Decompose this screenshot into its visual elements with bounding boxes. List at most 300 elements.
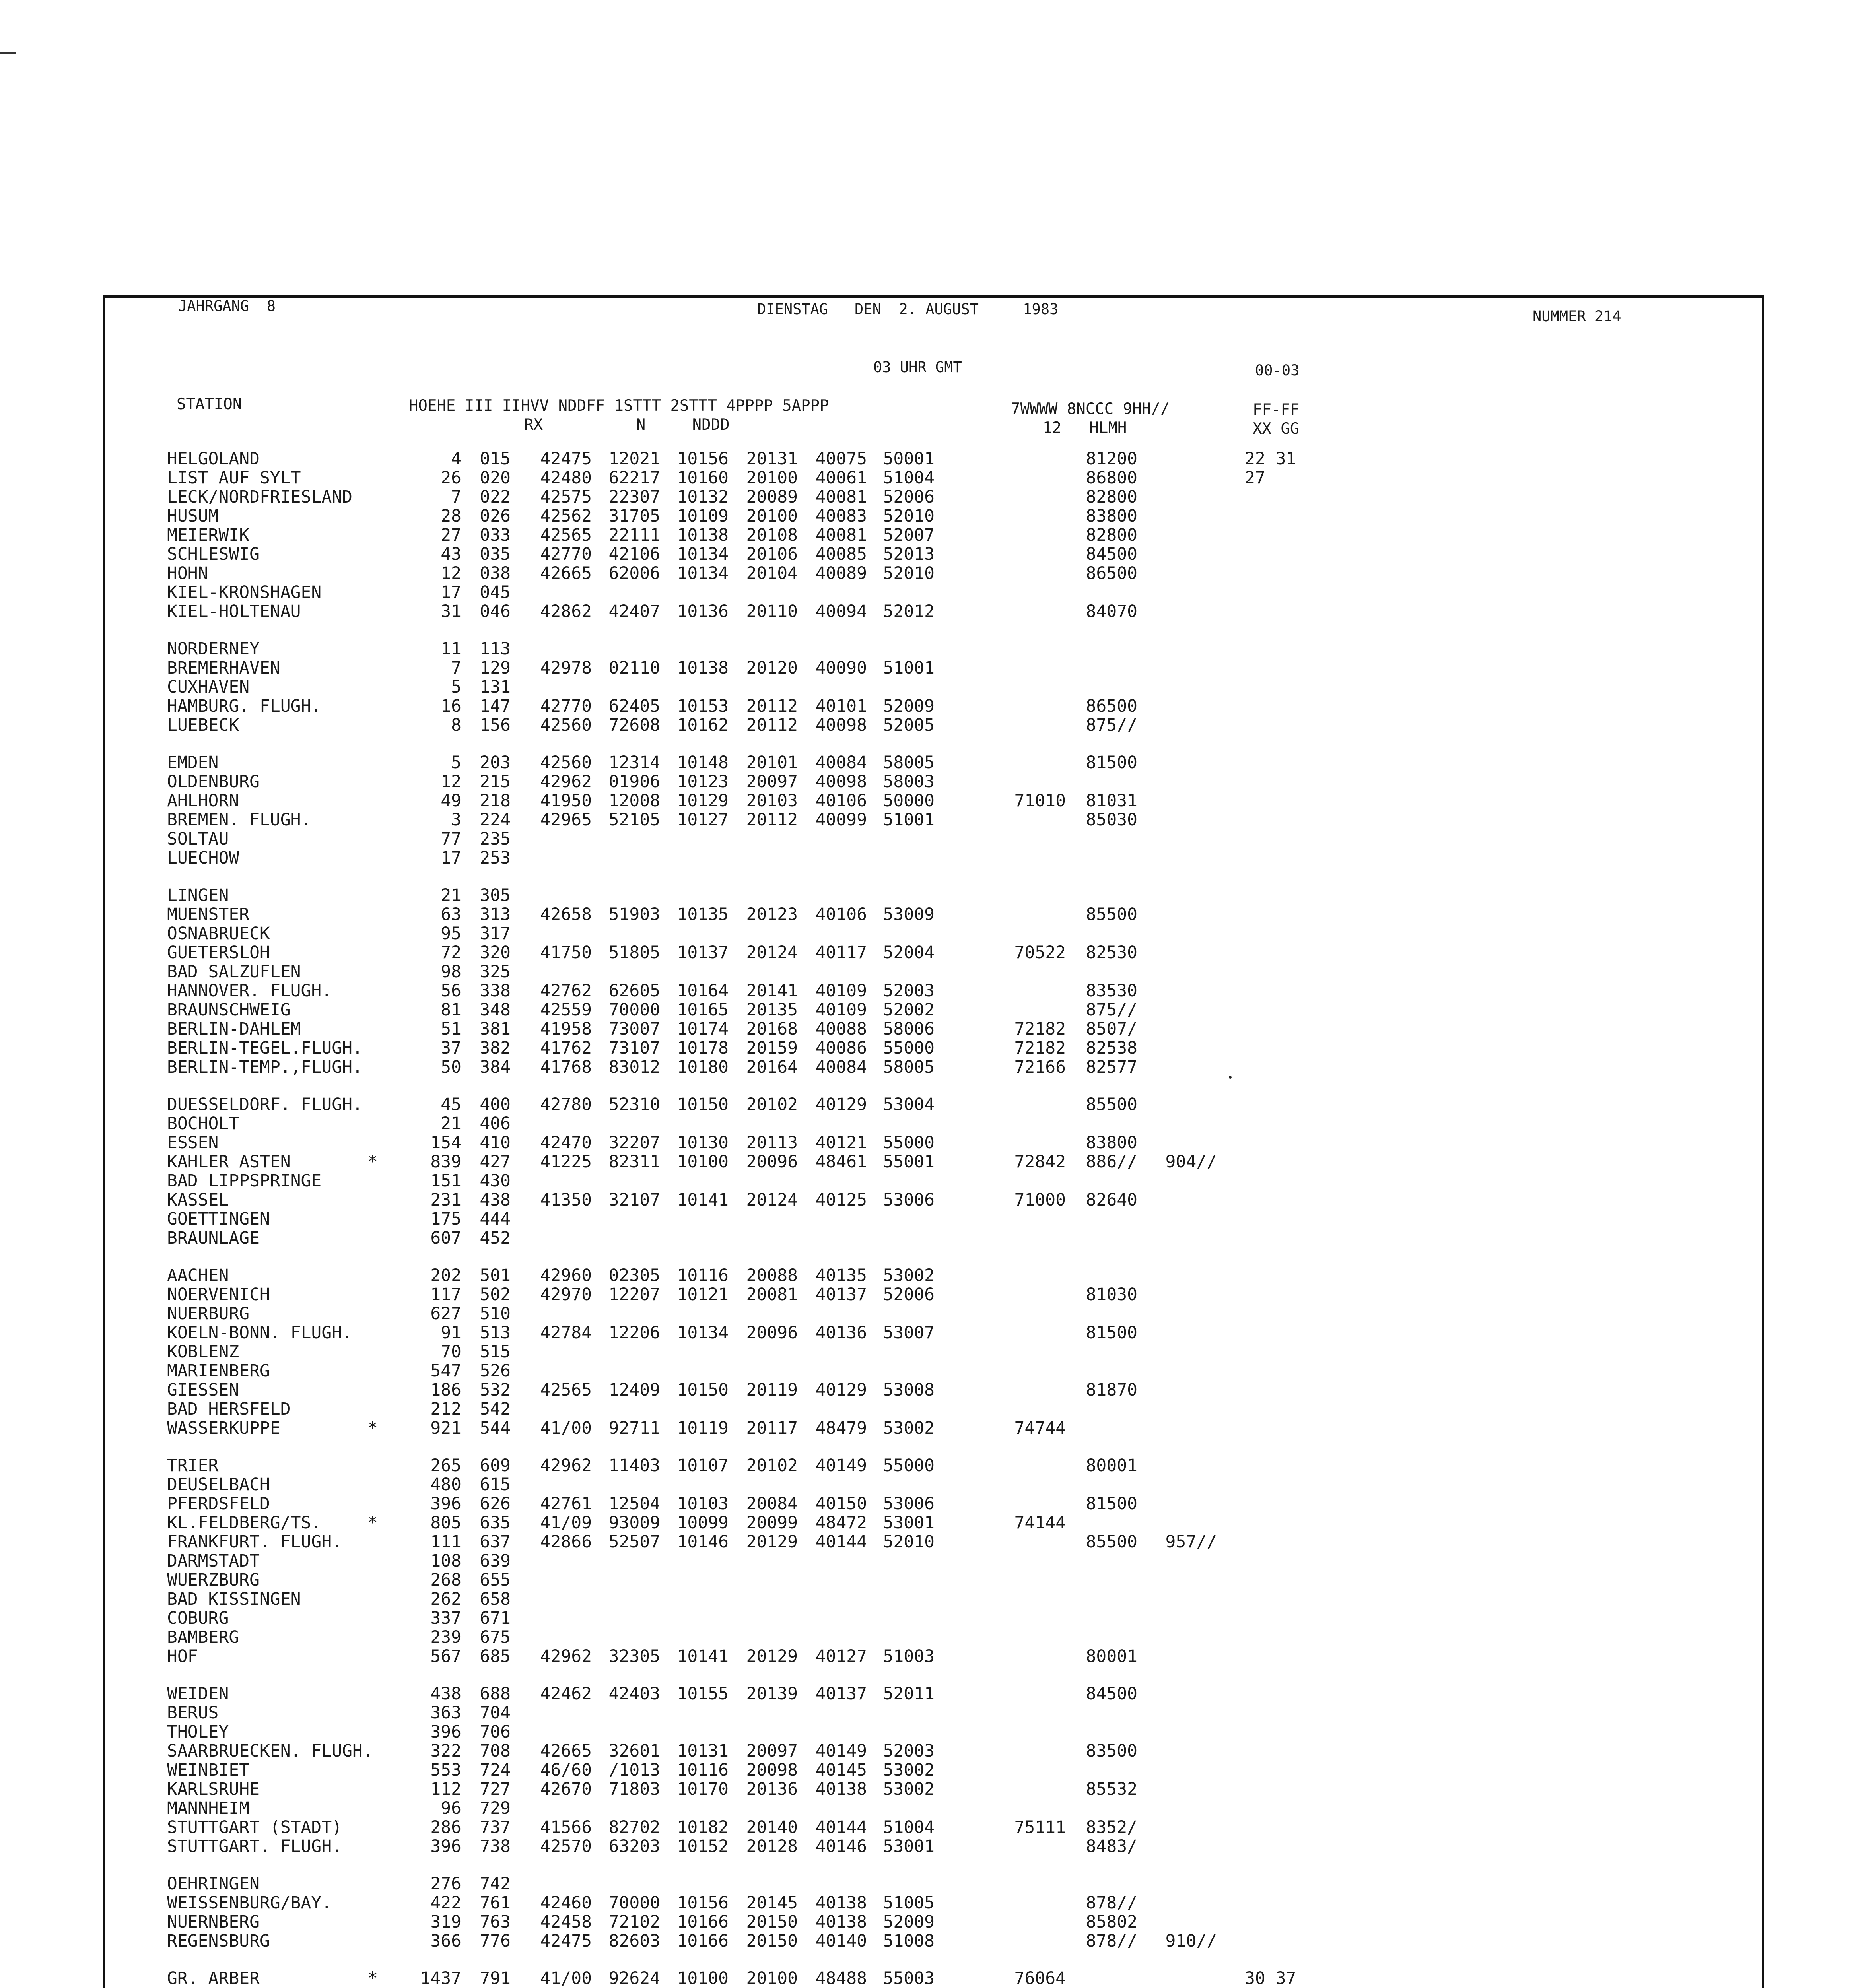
- station-row: [0, 1609, 1850, 1628]
- station-index: 688: [480, 1684, 511, 1704]
- code-group: 53002: [883, 1760, 935, 1780]
- station-index: 129: [480, 658, 511, 678]
- code-group: 82800: [1086, 525, 1137, 545]
- code-group: 40094: [815, 602, 867, 621]
- code-group: 82800: [1086, 487, 1137, 507]
- code-group: 10150: [677, 1380, 729, 1400]
- station-height: 45: [441, 1095, 461, 1114]
- code-group: 20096: [746, 1152, 798, 1172]
- code-group: 73107: [608, 1038, 660, 1058]
- station-height: 12: [441, 563, 461, 583]
- station-index: 763: [480, 1912, 511, 1932]
- station-index: 761: [480, 1893, 511, 1913]
- code-group: 40084: [815, 753, 867, 773]
- code-group: 42978: [540, 658, 592, 678]
- station-row: [0, 583, 1850, 602]
- code-group: 40138: [815, 1912, 867, 1932]
- code-group: 10100: [677, 1969, 729, 1988]
- code-group: 40098: [815, 772, 867, 792]
- station-row: [0, 924, 1850, 943]
- station-height: 4: [451, 449, 461, 469]
- station-index: 020: [480, 468, 511, 488]
- station-height: 112: [430, 1779, 461, 1799]
- code-group: 42762: [540, 981, 592, 1001]
- code-group: 40086: [815, 1038, 867, 1058]
- code-group: 41750: [540, 943, 592, 963]
- station-index: 218: [480, 791, 511, 811]
- code-group: 20123: [746, 905, 798, 924]
- station-height: 239: [430, 1627, 461, 1647]
- code-group: 40089: [815, 563, 867, 583]
- station-index: 406: [480, 1114, 511, 1134]
- code-group: 40149: [815, 1456, 867, 1475]
- code-group: 42960: [540, 1266, 592, 1285]
- code-group: 20089: [746, 487, 798, 507]
- station-row: [0, 1361, 1850, 1380]
- station-height: 268: [430, 1570, 461, 1590]
- station-name: MARIENBERG: [167, 1361, 270, 1381]
- code-group: 12021: [608, 449, 660, 469]
- code-group: 52007: [883, 525, 935, 545]
- station-name: HUSUM: [167, 506, 219, 526]
- code-group: 62217: [608, 468, 660, 488]
- station-index: 737: [480, 1817, 511, 1837]
- station-index: 305: [480, 885, 511, 905]
- station-index: 215: [480, 772, 511, 792]
- station-name: SCHLESWIG: [167, 544, 260, 564]
- station-index: 113: [480, 639, 511, 659]
- code-group: 42462: [540, 1684, 592, 1704]
- station-height: 7: [451, 658, 461, 678]
- code-group: 20084: [746, 1494, 798, 1514]
- code-group: 10170: [677, 1779, 729, 1799]
- code-group: 52010: [883, 563, 935, 583]
- station-index: 131: [480, 677, 511, 697]
- code-group: 10164: [677, 981, 729, 1001]
- code-group: 10165: [677, 1000, 729, 1020]
- code-group: 10150: [677, 1095, 729, 1114]
- code-group: 40129: [815, 1380, 867, 1400]
- station-name: BREMEN. FLUGH.: [167, 810, 311, 830]
- station-height: 363: [430, 1703, 461, 1723]
- station-row: [0, 943, 1850, 962]
- station-row: [0, 1628, 1850, 1647]
- station-name: BREMERHAVEN: [167, 658, 280, 678]
- station-height: 49: [441, 791, 461, 811]
- column-extra: FF-FF: [1253, 401, 1300, 419]
- code-group: 20120: [746, 658, 798, 678]
- code-group: 10160: [677, 468, 729, 488]
- station-index: 626: [480, 1494, 511, 1514]
- code-group: 20097: [746, 772, 798, 792]
- code-group: 53004: [883, 1095, 935, 1114]
- code-group: 40136: [815, 1323, 867, 1343]
- code-group: 10155: [677, 1684, 729, 1704]
- code-group: 40125: [815, 1190, 867, 1210]
- station-row: [0, 1741, 1850, 1761]
- code-group: 20141: [746, 981, 798, 1001]
- station-name: BRAUNLAGE: [167, 1228, 260, 1248]
- code-group: 53008: [883, 1380, 935, 1400]
- station-row: [0, 962, 1850, 981]
- code-group: 40137: [815, 1684, 867, 1704]
- code-group: 20102: [746, 1456, 798, 1475]
- station-index: 685: [480, 1646, 511, 1666]
- code-group: 20128: [746, 1837, 798, 1856]
- station-height: 12: [441, 772, 461, 792]
- code-group: 40090: [815, 658, 867, 678]
- code-group: 81500: [1086, 1494, 1137, 1514]
- code-group: 72102: [608, 1912, 660, 1932]
- code-group: 20104: [746, 563, 798, 583]
- station-index: 501: [480, 1266, 511, 1285]
- code-group: 53006: [883, 1494, 935, 1514]
- station-index: 729: [480, 1798, 511, 1818]
- code-group: 10135: [677, 905, 729, 924]
- station-index: 639: [480, 1551, 511, 1571]
- code-group: 40129: [815, 1095, 867, 1114]
- code-group: 20100: [746, 506, 798, 526]
- station-height: 319: [430, 1912, 461, 1932]
- code-group: 20102: [746, 1095, 798, 1114]
- code-group: 52006: [883, 1285, 935, 1305]
- station-row: [0, 1912, 1850, 1932]
- code-group: 910//: [1165, 1931, 1217, 1951]
- station-index: 038: [480, 563, 511, 583]
- code-group: 20103: [746, 791, 798, 811]
- code-group: 74144: [1014, 1513, 1066, 1533]
- station-name: COBURG: [167, 1608, 229, 1628]
- code-group: 10148: [677, 753, 729, 773]
- code-group: 41/09: [540, 1513, 592, 1533]
- code-group: 10109: [677, 506, 729, 526]
- station-name: MUENSTER: [167, 905, 250, 924]
- code-group: 32601: [608, 1741, 660, 1761]
- station-height: 438: [430, 1684, 461, 1704]
- code-group: 10131: [677, 1741, 729, 1761]
- code-group: 51805: [608, 943, 660, 963]
- code-group: 51001: [883, 658, 935, 678]
- code-group: 42665: [540, 563, 592, 583]
- margin-dash: [0, 52, 16, 54]
- code-group: 10130: [677, 1133, 729, 1153]
- code-group: 48488: [815, 1969, 867, 1988]
- station-name: GIESSEN: [167, 1380, 239, 1400]
- code-group: 10141: [677, 1646, 729, 1666]
- station-name: GR. ARBER: [167, 1969, 260, 1988]
- station-index: 655: [480, 1570, 511, 1590]
- code-group: 40088: [815, 1019, 867, 1039]
- station-height: 11: [441, 639, 461, 659]
- code-group: 10166: [677, 1912, 729, 1932]
- code-group: 52003: [883, 981, 935, 1001]
- code-group: 42562: [540, 506, 592, 526]
- station-index: 381: [480, 1019, 511, 1039]
- code-group: 53002: [883, 1779, 935, 1799]
- station-index: 156: [480, 715, 511, 735]
- station-row: [0, 1722, 1850, 1741]
- code-group: 53002: [883, 1266, 935, 1285]
- station-name: OLDENBURG: [167, 772, 260, 792]
- station-height: 3: [451, 810, 461, 830]
- station-name: EMDEN: [167, 753, 219, 773]
- code-group: 12207: [608, 1285, 660, 1305]
- station-name: ESSEN: [167, 1133, 219, 1153]
- station-height: 151: [430, 1171, 461, 1191]
- code-group: 83800: [1086, 1133, 1137, 1153]
- station-row: [0, 1000, 1850, 1019]
- station-row: [0, 1837, 1850, 1856]
- code-group: 40140: [815, 1931, 867, 1951]
- station-index: 035: [480, 544, 511, 564]
- code-group: 40084: [815, 1057, 867, 1077]
- code-group: 81870: [1086, 1380, 1137, 1400]
- code-group: 53002: [883, 1418, 935, 1438]
- code-group: 40109: [815, 1000, 867, 1020]
- code-group: 82530: [1086, 943, 1137, 963]
- code-group: 10153: [677, 696, 729, 716]
- column-codes-sub: RX N NDDD: [524, 416, 730, 434]
- code-group: 80001: [1086, 1646, 1137, 1666]
- code-group: 31705: [608, 506, 660, 526]
- code-group: 10178: [677, 1038, 729, 1058]
- station-row: [0, 1342, 1850, 1361]
- station-height: 5: [451, 677, 461, 697]
- code-group: 82702: [608, 1817, 660, 1837]
- station-name: WUERZBURG: [167, 1570, 260, 1590]
- code-group: 10138: [677, 658, 729, 678]
- code-group: 40149: [815, 1741, 867, 1761]
- station-height: 17: [441, 582, 461, 602]
- code-group: 42475: [540, 1931, 592, 1951]
- code-group: 40061: [815, 468, 867, 488]
- observation-time: 03 UHR GMT: [873, 359, 962, 376]
- code-group: 40098: [815, 715, 867, 735]
- station-row: [0, 697, 1850, 716]
- station-name: CUXHAVEN: [167, 677, 250, 697]
- code-group: 20110: [746, 602, 798, 621]
- code-group: 20096: [746, 1323, 798, 1343]
- code-group: /1013: [608, 1760, 660, 1780]
- station-height: 27: [441, 525, 461, 545]
- code-group: 52005: [883, 715, 935, 735]
- code-group: 20098: [746, 1760, 798, 1780]
- station-height: 396: [430, 1722, 461, 1742]
- station-height: 262: [430, 1589, 461, 1609]
- station-index: 637: [480, 1532, 511, 1552]
- code-group: 20100: [746, 1969, 798, 1988]
- station-name: BERLIN-DAHLEM: [167, 1019, 301, 1039]
- code-group: 93009: [608, 1513, 660, 1533]
- code-group: 85532: [1086, 1779, 1137, 1799]
- code-group: 8507/: [1086, 1019, 1137, 1039]
- code-group: 42665: [540, 1741, 592, 1761]
- code-group: 8352/: [1086, 1817, 1137, 1837]
- code-group: 875//: [1086, 1000, 1137, 1020]
- code-group: 51003: [883, 1646, 935, 1666]
- code-group: 40127: [815, 1646, 867, 1666]
- issue-number: NUMMER 214: [1533, 308, 1621, 325]
- code-group: 82577: [1086, 1057, 1137, 1077]
- station-height: 547: [430, 1361, 461, 1381]
- code-group: 20108: [746, 525, 798, 545]
- code-group: 40150: [815, 1494, 867, 1514]
- code-group: 42962: [540, 772, 592, 792]
- code-group: 40106: [815, 791, 867, 811]
- code-group: 40083: [815, 506, 867, 526]
- station-name: STUTTGART. FLUGH.: [167, 1837, 342, 1856]
- station-name: KIEL-HOLTENAU: [167, 602, 301, 621]
- code-group: 20100: [746, 468, 798, 488]
- station-row: [0, 1133, 1850, 1152]
- code-group: 10103: [677, 1494, 729, 1514]
- ink-speck: [1229, 1076, 1232, 1079]
- station-name: BAMBERG: [167, 1627, 239, 1647]
- station-name: DARMSTADT: [167, 1551, 260, 1571]
- code-group: 83012: [608, 1057, 660, 1077]
- station-index: 253: [480, 848, 511, 868]
- station-name: DEUSELBACH: [167, 1475, 270, 1495]
- station-name: HOHN: [167, 563, 208, 583]
- station-height: 43: [441, 544, 461, 564]
- code-group: 71000: [1014, 1190, 1066, 1210]
- station-row: [0, 507, 1850, 526]
- station-index: 317: [480, 924, 511, 944]
- code-group: 10136: [677, 602, 729, 621]
- station-name: KARLSRUHE: [167, 1779, 260, 1799]
- station-index: 320: [480, 943, 511, 963]
- code-group: 40144: [815, 1532, 867, 1552]
- code-group: 20113: [746, 1133, 798, 1153]
- code-group: 41958: [540, 1019, 592, 1039]
- station-row: [0, 1969, 1850, 1988]
- code-group: 22307: [608, 487, 660, 507]
- code-group: 20135: [746, 1000, 798, 1020]
- code-group: 72608: [608, 715, 660, 735]
- code-group: 886//: [1086, 1152, 1137, 1172]
- code-group: 20088: [746, 1266, 798, 1285]
- code-group: 85030: [1086, 810, 1137, 830]
- code-group: 20168: [746, 1019, 798, 1039]
- station-row: [0, 487, 1850, 507]
- station-name: AHLHORN: [167, 791, 239, 811]
- station-height: 108: [430, 1551, 461, 1571]
- station-name: PFERDSFELD: [167, 1494, 270, 1514]
- code-group: 72182: [1014, 1019, 1066, 1039]
- station-row: [0, 1647, 1850, 1666]
- code-group: 51004: [883, 468, 935, 488]
- code-group: 10116: [677, 1266, 729, 1285]
- station-index: 325: [480, 962, 511, 982]
- code-group: 42565: [540, 525, 592, 545]
- station-height: 212: [430, 1399, 461, 1419]
- code-group: 53001: [883, 1837, 935, 1856]
- station-height: 51: [441, 1019, 461, 1039]
- station-row: [0, 1152, 1850, 1171]
- station-name: AACHEN: [167, 1266, 229, 1285]
- code-group: 10162: [677, 715, 729, 735]
- code-group: 10127: [677, 810, 729, 830]
- station-row: [0, 1190, 1850, 1209]
- code-group: 83800: [1086, 506, 1137, 526]
- station-name: GUETERSLOH: [167, 943, 270, 963]
- code-group: 10146: [677, 1532, 729, 1552]
- station-index: 382: [480, 1038, 511, 1058]
- code-group: 10107: [677, 1456, 729, 1475]
- station-name: STUTTGART (STADT): [167, 1817, 342, 1837]
- code-group: 10100: [677, 1152, 729, 1172]
- code-group: 71010: [1014, 791, 1066, 811]
- code-group: 12409: [608, 1380, 660, 1400]
- code-group: 55000: [883, 1456, 935, 1475]
- station-name: KIEL-KRONSHAGEN: [167, 582, 322, 602]
- code-group: 20101: [746, 753, 798, 773]
- station-index: 727: [480, 1779, 511, 1799]
- code-group: 51903: [608, 905, 660, 924]
- station-index: 502: [480, 1285, 511, 1305]
- station-row: [0, 1532, 1850, 1551]
- code-group: 20081: [746, 1285, 798, 1305]
- code-group: 40137: [815, 1285, 867, 1305]
- station-row: [0, 905, 1850, 924]
- station-index: 313: [480, 905, 511, 924]
- station-height: 7: [451, 487, 461, 507]
- code-group: 42780: [540, 1095, 592, 1114]
- code-group: 52011: [883, 1684, 935, 1704]
- station-height: 56: [441, 981, 461, 1001]
- station-row: [0, 1114, 1850, 1133]
- code-group: 85500: [1086, 1532, 1137, 1552]
- station-index: 635: [480, 1513, 511, 1533]
- station-row: [0, 1818, 1850, 1837]
- code-group: 75111: [1014, 1817, 1066, 1837]
- code-group: 40101: [815, 696, 867, 716]
- station-name: BAD SALZUFLEN: [167, 962, 301, 982]
- code-group: 52105: [608, 810, 660, 830]
- station-row: [0, 1571, 1850, 1590]
- code-group: 40138: [815, 1893, 867, 1913]
- code-group: 52013: [883, 544, 935, 564]
- station-name: NOERVENICH: [167, 1285, 270, 1305]
- station-index: 615: [480, 1475, 511, 1495]
- code-group: 41566: [540, 1817, 592, 1837]
- code-group: 32305: [608, 1646, 660, 1666]
- code-group: 86800: [1086, 468, 1137, 488]
- code-group: 81200: [1086, 449, 1137, 469]
- code-group: 10137: [677, 943, 729, 963]
- station-height: 91: [441, 1323, 461, 1343]
- code-group: 58003: [883, 772, 935, 792]
- station-row: [0, 886, 1850, 905]
- station-row: [0, 1893, 1850, 1912]
- code-group: 20112: [746, 696, 798, 716]
- code-group: 904//: [1165, 1152, 1217, 1172]
- code-group: 20150: [746, 1931, 798, 1951]
- station-index: 400: [480, 1095, 511, 1114]
- code-group: 42480: [540, 468, 592, 488]
- code-group: 72166: [1014, 1057, 1066, 1077]
- code-group: 20159: [746, 1038, 798, 1058]
- code-group: 10182: [677, 1817, 729, 1837]
- code-group: 62605: [608, 981, 660, 1001]
- station-row: [0, 1590, 1850, 1609]
- code-group: 40135: [815, 1266, 867, 1285]
- code-group: 52010: [883, 506, 935, 526]
- code-group: 83530: [1086, 981, 1137, 1001]
- code-group: 81500: [1086, 753, 1137, 773]
- station-index: 704: [480, 1703, 511, 1723]
- code-group: 58005: [883, 1057, 935, 1077]
